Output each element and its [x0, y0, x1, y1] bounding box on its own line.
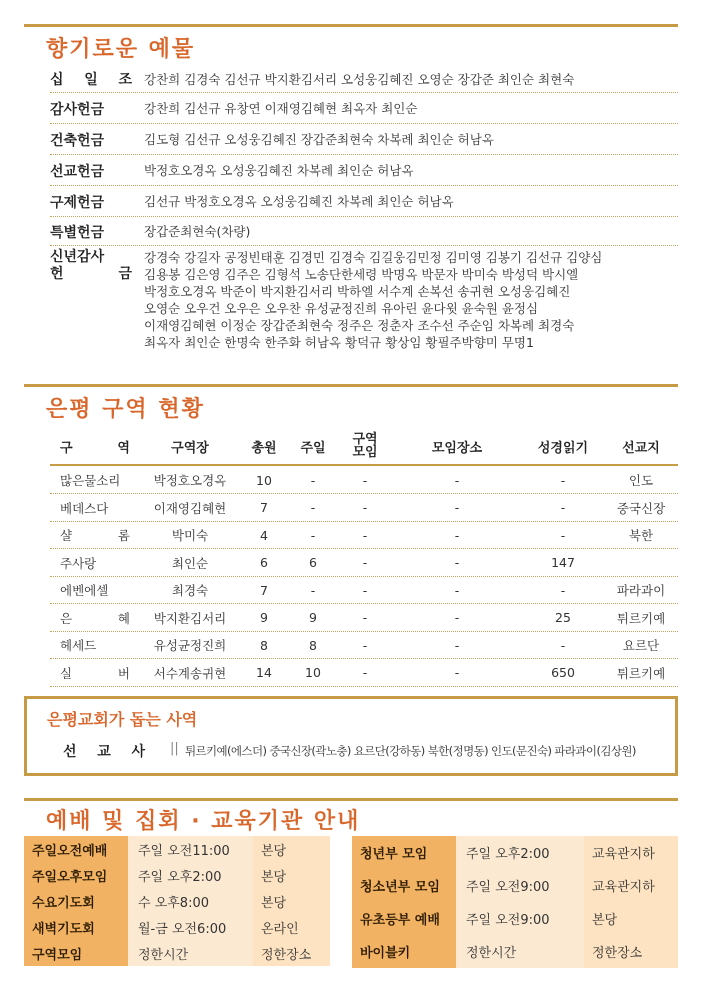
district-row [50, 522, 678, 549]
offering-row [50, 156, 678, 186]
schedule-time: 월-금 오전6:00 [128, 914, 253, 940]
district-leader: 박지환김서리 [153, 610, 227, 626]
district-mission: 요르단 [622, 638, 660, 653]
schedule-right [352, 836, 678, 968]
district-row [50, 632, 678, 659]
district-leader: 박미숙 [171, 528, 209, 543]
newyear-offering-row [50, 249, 678, 367]
schedule-place: 정한장소 [253, 940, 330, 966]
header-reading: 성경읽기 [537, 440, 589, 456]
schedule-time: 주일 오전9:00 [456, 902, 584, 935]
missions-separator: || [170, 741, 179, 756]
district-reading: 25 [555, 610, 571, 625]
district-name: 실 버 [60, 665, 130, 681]
district-name: 헤세드 [60, 638, 97, 653]
schedule-name: 바이블키 [352, 935, 456, 968]
missions-label: 선 교 사 [63, 744, 145, 760]
missions-box [24, 696, 678, 776]
schedule-name: 주일오후모임 [24, 862, 128, 888]
district-leader: 서수계송귀현 [153, 665, 227, 681]
district-meeting: - [362, 527, 368, 543]
district-table-header [50, 428, 678, 466]
district-leader: 유성균정진희 [153, 638, 227, 653]
district-place: - [454, 610, 460, 625]
district-name: 베데스다 [60, 500, 109, 516]
schedule-name: 수요기도회 [24, 888, 128, 914]
newyear-names-line: 강경숙 강길자 공정빈태훈 김경민 김경숙 김길웅김민정 김미영 김봉기 김선규 김양심 [144, 250, 603, 265]
schedule-time: 수 오후8:00 [128, 888, 253, 914]
district-total: 6 [260, 555, 268, 570]
district-row [50, 495, 678, 522]
schedule-time: 주일 오전9:00 [456, 869, 584, 902]
schedule-time: 정한시간 [128, 940, 253, 966]
schedule-place: 본당 [253, 836, 330, 862]
district-mission: 튀르키예 [616, 610, 666, 626]
district-row [50, 467, 678, 494]
district-mission: 인도 [628, 473, 654, 488]
district-name: 샬 롬 [60, 528, 130, 543]
schedule-row [24, 888, 330, 914]
schedule-divider [24, 798, 678, 801]
district-total: 7 [260, 582, 268, 598]
offering-label: 구제헌금 [50, 194, 105, 211]
schedule-row [352, 935, 678, 968]
district-total: 10 [256, 472, 272, 488]
schedule-name: 새벽기도회 [24, 914, 128, 940]
offering-label: 특별헌금 [50, 224, 105, 241]
district-name: 주사랑 [60, 555, 97, 571]
district-sunday: - [310, 472, 316, 488]
district-mission: 파라과이 [616, 583, 666, 598]
schedule-time: 주일 오전11:00 [128, 836, 253, 862]
district-sunday: 9 [309, 610, 317, 625]
schedule-row [24, 862, 330, 888]
schedule-row [24, 836, 330, 862]
schedule-name: 청년부 모임 [352, 836, 456, 869]
missions-list: 튀르키예(에스더) 중국신장(곽노충) 요르단(강하동) 북한(정명동) 인도(문진숙) 파라과이(김상원) [185, 744, 636, 758]
newyear-names-line: 김용봉 김은영 김주은 김형석 노송단한세령 박명옥 박문자 박미숙 박성덕 박시엘 [144, 267, 579, 282]
district-mission: 튀르키예 [616, 665, 666, 681]
district-name: 에벤에셀 [60, 583, 109, 598]
schedule-name: 주일오전예배 [24, 836, 128, 862]
offering-names: 강찬희 김선규 유창연 이재영김혜현 최옥자 최인순 [144, 101, 418, 116]
district-leader: 최인순 [171, 555, 209, 571]
schedule-time: 정한시간 [456, 935, 584, 968]
district-sunday: 8 [309, 637, 317, 653]
header-total: 총원 [251, 440, 277, 456]
district-reading: 650 [551, 665, 575, 680]
district-reading: 147 [551, 555, 575, 570]
district-mission: 북한 [628, 528, 654, 543]
offering-label: 선교헌금 [50, 163, 105, 180]
district-place: - [454, 472, 460, 488]
district-place: - [454, 637, 460, 653]
districts-title: 은평 구역 현황 [46, 397, 205, 422]
district-place: - [454, 555, 460, 570]
header-place: 모임장소 [431, 440, 483, 456]
offering-names: 김도형 김선규 오성웅김혜진 장갑준최현숙 차복례 최인순 허남옥 [144, 132, 494, 147]
newyear-names-line: 이재영김혜현 이정순 장갑준최현숙 정주은 정춘자 조수선 주순임 차복례 최경숙 [144, 318, 575, 333]
district-row [50, 550, 678, 577]
header-meeting-line1: 구역 [352, 432, 378, 447]
top-divider [24, 24, 678, 27]
district-sunday: - [310, 527, 316, 543]
district-name: 은 혜 [60, 610, 130, 626]
offering-names: 박정호오경옥 오성웅김혜진 차복례 최인순 허남옥 [144, 163, 414, 178]
newyear-names-line: 오영순 오우건 오우은 오우찬 유성균정진희 유아린 윤다윗 윤숙원 윤정심 [144, 301, 539, 316]
offering-names: 장갑준최현숙(차량) [144, 224, 251, 239]
district-sunday: 6 [309, 555, 317, 570]
offering-label: 건축헌금 [50, 132, 105, 149]
district-place: - [454, 500, 460, 515]
district-row [50, 577, 678, 604]
district-reading: - [560, 637, 566, 653]
district-row [50, 660, 678, 687]
schedule-row [352, 902, 678, 935]
district-meeting: - [362, 500, 368, 515]
offering-row [50, 187, 678, 217]
header-district: 구 역 [60, 440, 130, 456]
header-leader: 구역장 [171, 440, 209, 456]
district-row [50, 605, 678, 632]
schedule-row [352, 869, 678, 902]
missions-title: 은평교회가 돕는 사역 [47, 710, 198, 729]
schedule-place: 교육관지하 [584, 869, 678, 902]
districts-divider [24, 384, 678, 387]
district-reading: - [560, 472, 566, 488]
district-meeting: - [362, 582, 368, 598]
offering-row [50, 218, 678, 246]
schedule-time: 주일 오후2:00 [128, 862, 253, 888]
district-reading: - [560, 500, 566, 515]
offering-label: 감사헌금 [50, 101, 105, 118]
newyear-names-line: 박정호오경옥 박준이 박지환김서리 박하엘 서수계 손복선 송귀현 오성웅김혜진 [144, 284, 571, 299]
district-leader: 이재영김혜현 [153, 500, 227, 516]
offering-row [50, 66, 678, 93]
schedule-place: 온라인 [253, 914, 330, 940]
schedule-name: 청소년부 모임 [352, 869, 456, 902]
schedule-place: 교육관지하 [584, 836, 678, 869]
newyear-offering-label [50, 249, 138, 283]
district-meeting: - [362, 665, 368, 680]
offering-names: 강찬희 김경숙 김선규 박지환김서리 오성웅김혜진 오영순 장갑준 최인순 최현숙 [144, 71, 575, 87]
schedule-name: 유초등부 예배 [352, 902, 456, 935]
district-reading: - [560, 582, 566, 598]
header-meeting [338, 433, 392, 459]
schedule-row [24, 914, 330, 940]
district-reading: - [560, 527, 566, 543]
district-total: 14 [256, 665, 272, 680]
offerings-title: 향기로운 예물 [46, 37, 196, 62]
district-sunday: 10 [305, 665, 321, 680]
district-meeting: - [362, 555, 368, 570]
schedule-row [24, 940, 330, 966]
district-name: 많은물소리 [60, 473, 121, 488]
district-meeting: - [362, 610, 368, 625]
district-leader: 박정호오경옥 [153, 473, 227, 488]
newyear-label-line1: 신년감사 [50, 249, 105, 265]
schedule-place: 본당 [253, 862, 330, 888]
newyear-label-line2: 헌 금 [50, 266, 132, 282]
schedule-place: 정한장소 [584, 935, 678, 968]
schedule-place: 본당 [253, 888, 330, 914]
schedule-time: 주일 오후2:00 [456, 836, 584, 869]
district-sunday: - [310, 500, 316, 515]
offering-row [50, 94, 678, 124]
district-place: - [454, 527, 460, 543]
schedule-left [24, 836, 330, 966]
newyear-offering-names [138, 249, 678, 351]
schedule-name: 구역모임 [24, 940, 128, 966]
header-sunday: 주일 [300, 440, 326, 456]
offering-label: 십 일 조 [50, 72, 132, 88]
header-meeting-line2: 모임 [352, 445, 378, 460]
district-leader: 최경숙 [171, 583, 209, 598]
newyear-names-line: 최옥자 최인순 한명숙 한주화 허남옥 황덕규 황상임 황필주박향미 무명1 [144, 335, 534, 350]
district-meeting: - [362, 472, 368, 488]
district-meeting: - [362, 637, 368, 653]
schedule-row [352, 836, 678, 869]
schedule-place: 본당 [584, 902, 678, 935]
district-total: 9 [260, 610, 268, 625]
district-mission: 중국신장 [616, 500, 666, 516]
district-place: - [454, 582, 460, 598]
district-total: 8 [260, 637, 268, 653]
offering-row [50, 125, 678, 155]
offering-names: 김선규 박정호오경옥 오성웅김혜진 차복례 최인순 허남옥 [144, 194, 454, 209]
district-total: 4 [260, 527, 268, 543]
schedule-title: 예배 및 집회 · 교육기관 안내 [46, 809, 361, 834]
district-sunday: - [310, 582, 316, 598]
district-total: 7 [260, 500, 268, 515]
district-place: - [454, 665, 460, 680]
header-mission: 선교지 [622, 440, 660, 456]
